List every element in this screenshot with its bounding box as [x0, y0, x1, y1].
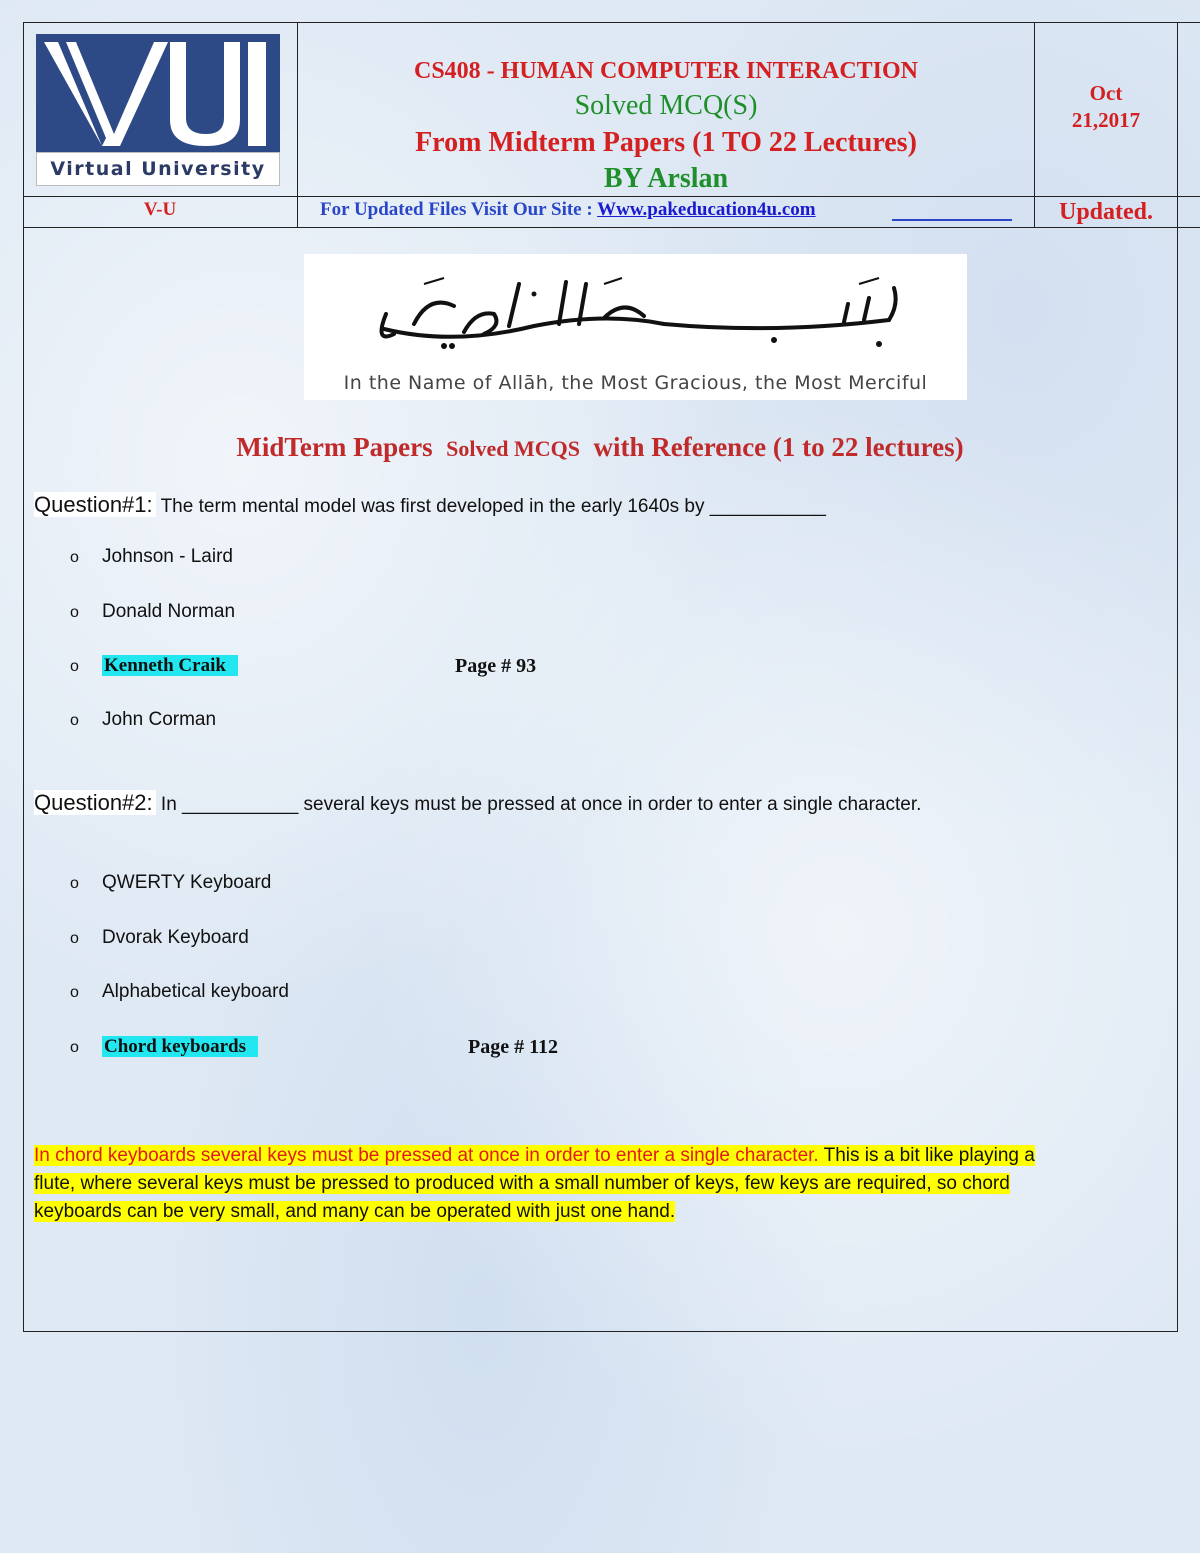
correct-answer: Chord keyboards [102, 1036, 258, 1057]
question-label: Question#2: [34, 790, 156, 815]
solved-mcqs-title: Solved MCQ(S) [574, 90, 758, 121]
option-text: Donald Norman [102, 601, 236, 622]
option-item [70, 601, 235, 623]
explanation-red-text: In chord keyboards several keys must be pressed at once in order to enter a single character. [34, 1145, 819, 1166]
logo-caption: Virtual University [36, 152, 280, 186]
bullet-icon: o [70, 604, 79, 621]
explanation-text-1: This is a bit like playing a [818, 1145, 1035, 1166]
vu-label: V-U [143, 199, 177, 220]
option-text: Johnson - Laird [102, 546, 233, 567]
bismillah-caption: In the Name of Allāh, the Most Gracious, the Most Merciful [343, 372, 928, 394]
course-title: CS408 - HUMAN COMPUTER INTERACTION [413, 58, 918, 84]
option-text: QWERTY Keyboard [102, 872, 272, 893]
option-text: John Corman [102, 709, 217, 730]
bullet-icon: o [70, 658, 79, 675]
option-item [70, 709, 216, 731]
option-item [70, 927, 249, 949]
section-title [0, 432, 1200, 463]
option-text: Dvorak Keyboard [102, 927, 249, 948]
page-bottom-border [24, 1331, 1178, 1332]
header-bottom-border [24, 227, 1200, 228]
question-label: Question#1: [34, 492, 156, 517]
header-row-divider [24, 196, 1200, 197]
question-text: The term mental model was first developed in the early 1640s by ___________ [155, 496, 826, 517]
site-underline [892, 219, 1012, 221]
section-title-part3: with Reference (1 to 22 lectures) [593, 432, 964, 462]
section-title-part2: Solved MCQS [446, 436, 580, 461]
explanation-text-3: keyboards can be very small, and many can be operated with just one hand. [34, 1201, 676, 1222]
option-text: Alphabetical keyboard [102, 981, 289, 1002]
answer-reference: Page # 112 [468, 1036, 558, 1058]
date-month: Oct [1089, 81, 1123, 105]
author-title: BY Arslan [603, 163, 729, 194]
question-2 [34, 790, 921, 816]
date-block [1036, 80, 1176, 134]
header-top-border [24, 22, 1200, 23]
answer-reference: Page # 93 [455, 655, 537, 677]
correct-answer: Kenneth Craik [102, 655, 238, 676]
updated-label: Updated. [1058, 199, 1154, 225]
bullet-icon: o [70, 984, 79, 1001]
question-1 [34, 492, 826, 518]
site-line [320, 199, 816, 221]
frame-right-border [1177, 22, 1178, 1332]
question-text: In ___________ several keys must be pressed at once in order to enter a single character. [155, 794, 922, 815]
option-item [70, 981, 289, 1003]
header-col-divider-1 [297, 22, 298, 228]
vu-logo [36, 34, 280, 186]
option-item [70, 872, 271, 894]
section-title-part1: MidTerm Papers [236, 432, 433, 462]
midterm-papers-title: From Midterm Papers (1 TO 22 Lectures) [415, 127, 917, 158]
option-item-correct [70, 655, 238, 677]
bullet-icon: o [70, 930, 79, 947]
site-link[interactable]: Www.pakeducation4u.com [597, 199, 816, 220]
option-item [70, 546, 233, 568]
site-text: For Updated Files Visit Our Site : [320, 199, 598, 220]
bullet-icon: o [70, 875, 79, 892]
bismillah-calligraphy-icon [304, 254, 967, 364]
bismillah-banner [304, 254, 967, 400]
bullet-icon: o [70, 549, 79, 566]
vu-logo-mark-icon [36, 34, 280, 152]
explanation-text-2: flute, where several keys must be pressed to produced with a small number of keys, few keys are required, so chord [34, 1173, 1010, 1194]
header-col-divider-2 [1034, 22, 1035, 228]
bullet-icon: o [70, 1039, 79, 1056]
date-day-year: 21,2017 [1071, 108, 1141, 132]
explanation-paragraph [34, 1142, 1154, 1226]
option-item-correct [70, 1036, 258, 1058]
bullet-icon: o [70, 712, 79, 729]
